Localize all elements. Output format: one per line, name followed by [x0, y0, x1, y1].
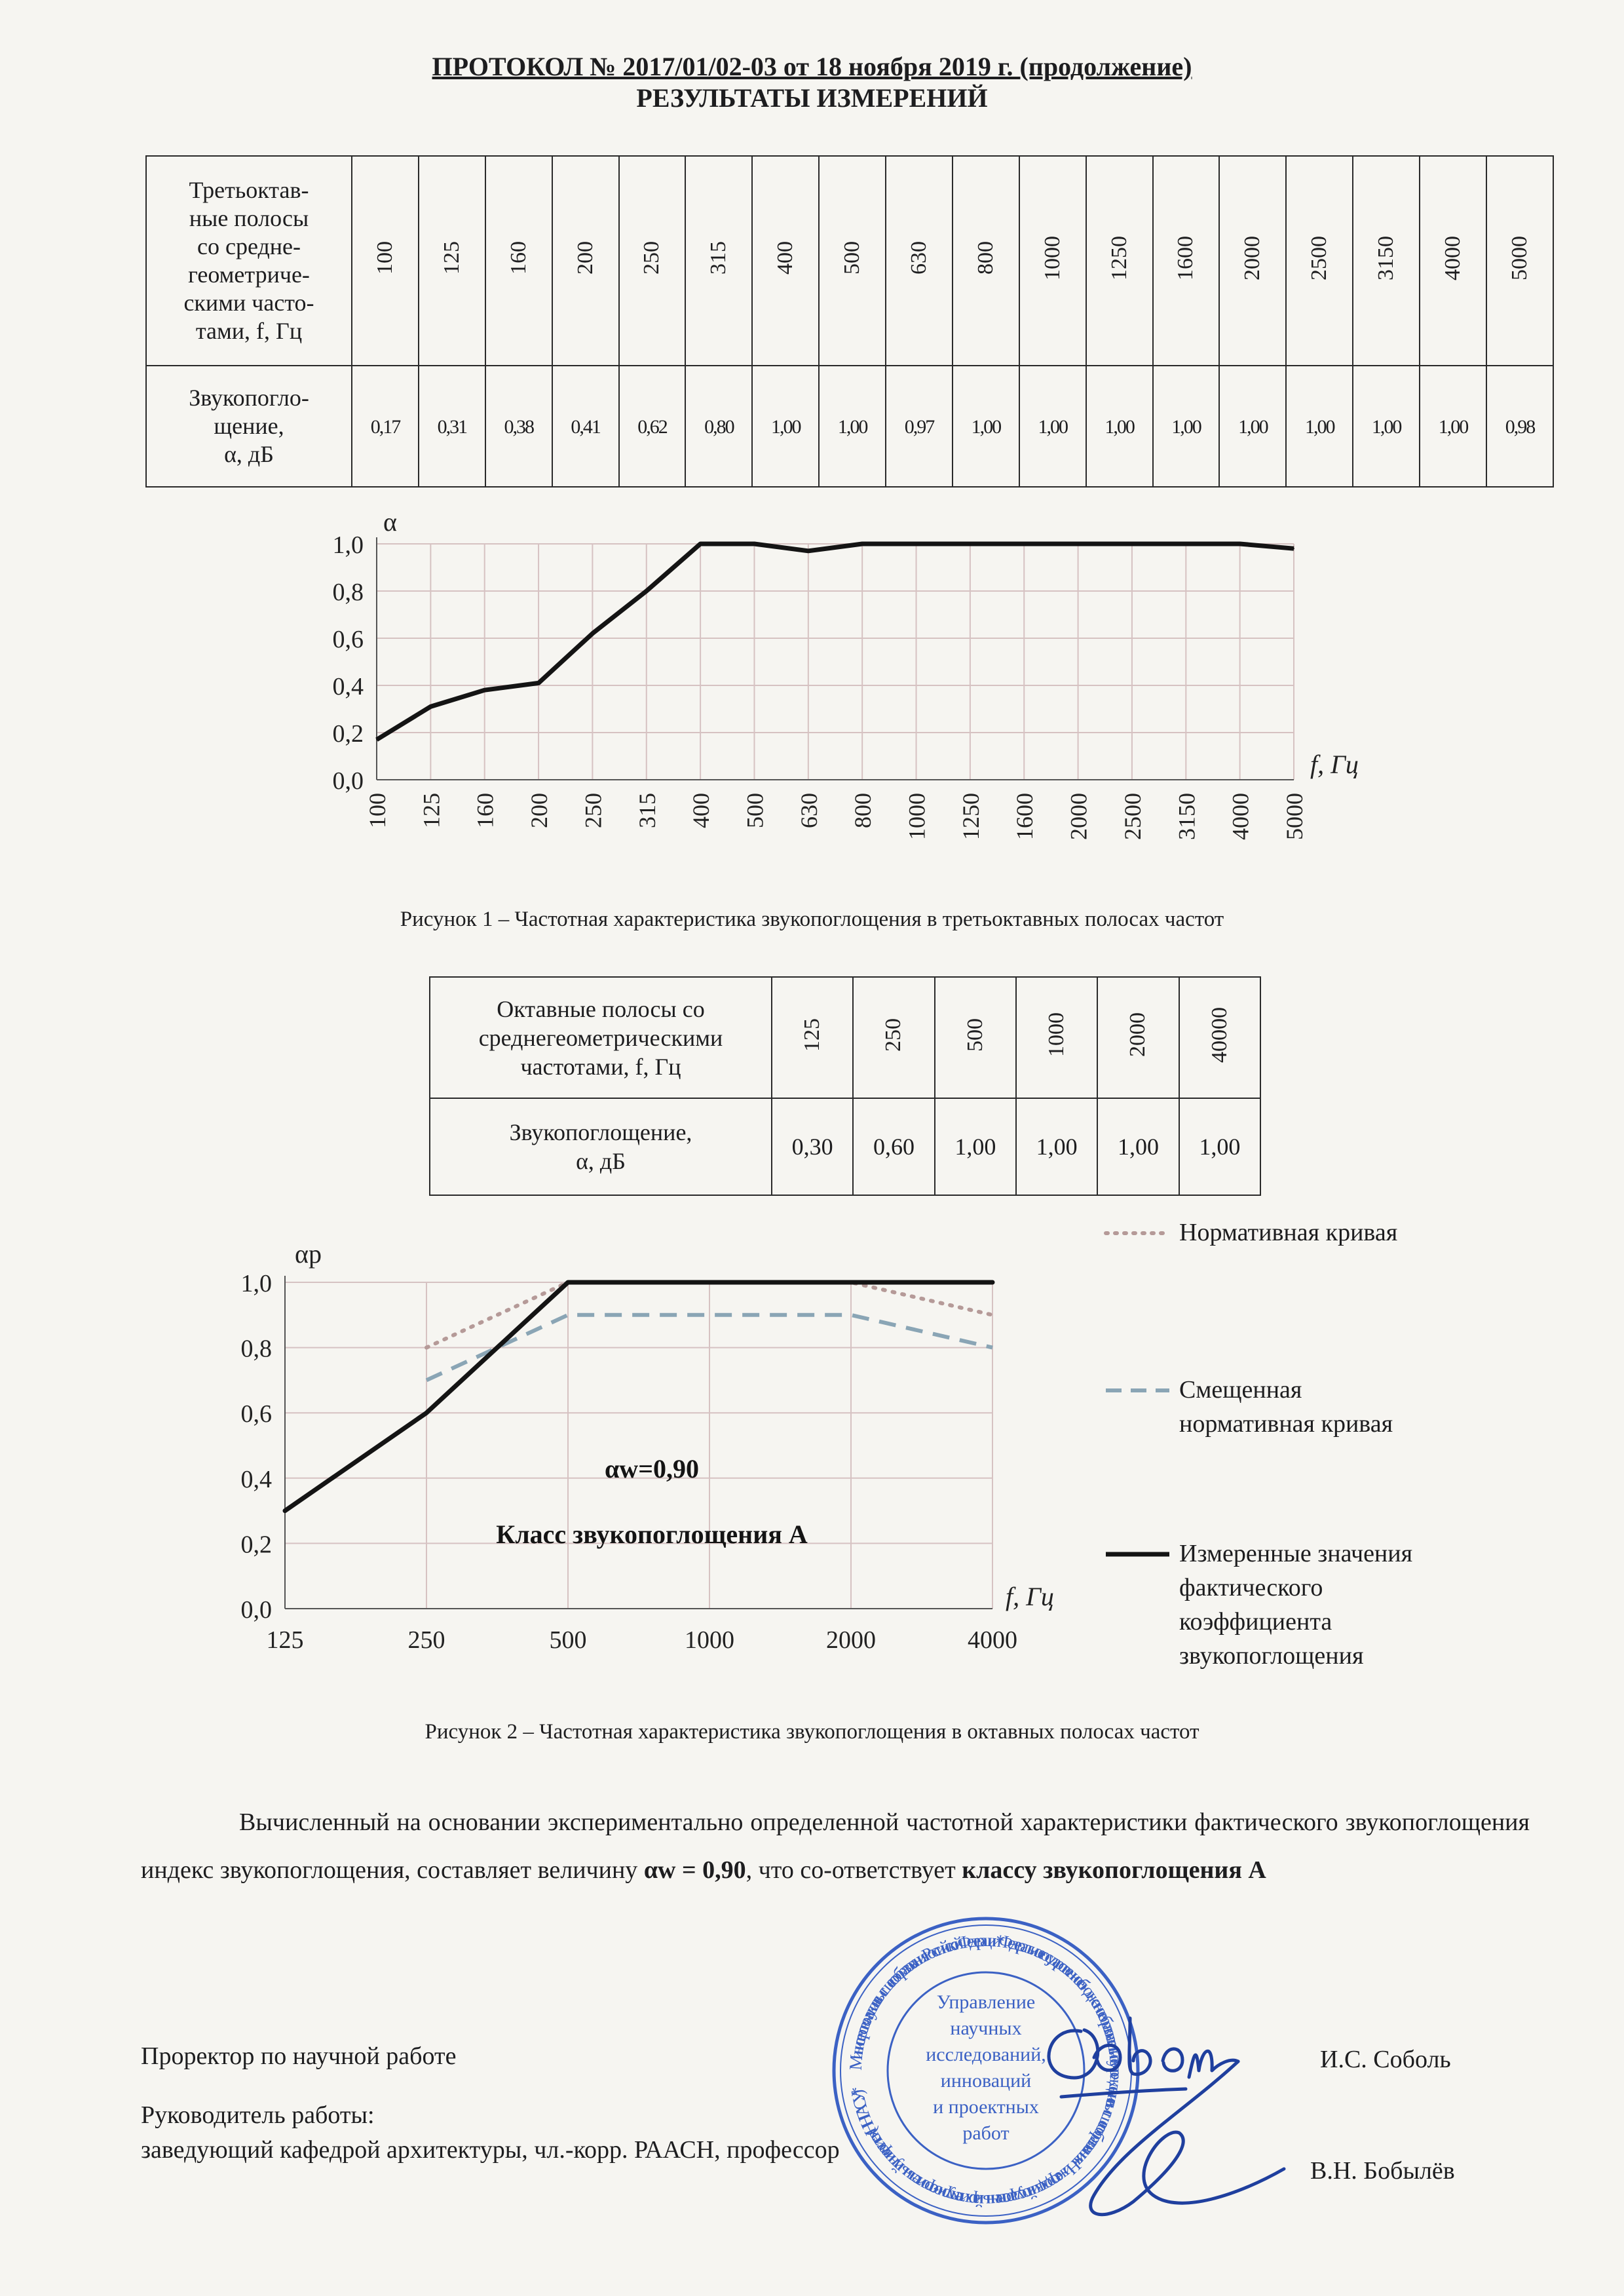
y-tick-label: 1,0 — [332, 531, 364, 559]
y-tick-label: 0,4 — [240, 1465, 272, 1493]
value-label: 0,98 — [1505, 415, 1535, 438]
conclusion-paragraph: Вычисленный на основании экспериментально определенной частотной характеристики фактического звукопоглощения индекс звукопоглощения, составляет величину αw = 0,90, что со-ответствует классу звукопоглощения А — [141, 1808, 1530, 1884]
legend-label — [1179, 1537, 1412, 1673]
value-label: 0,30 — [791, 1134, 833, 1160]
freq-cell — [1219, 156, 1286, 366]
signatory2-name: В.Н. Бобылёв — [1310, 2157, 1455, 2185]
data-point — [1239, 543, 1241, 545]
data-point — [808, 550, 809, 552]
value-label: 1,00 — [1038, 415, 1067, 438]
stamp-center-text: и проектных — [933, 2096, 1039, 2118]
x-tick-label: 200 — [526, 793, 553, 828]
legend-label-line: Измеренные значения — [1179, 1540, 1413, 1567]
data-point — [430, 706, 431, 707]
legend-label-line: нормативная кривая — [1179, 1410, 1393, 1438]
value-cell — [1486, 366, 1553, 487]
label-line: частотами, f, Гц — [520, 1053, 681, 1080]
value-label: 1,00 — [971, 415, 1001, 438]
value-cell — [485, 366, 552, 487]
label-line: Третьоктав- — [189, 177, 309, 203]
legend-label-line: Смещенная — [1179, 1376, 1302, 1404]
freq-cell — [1019, 156, 1086, 366]
stamp-center-text: Управление — [936, 1991, 1036, 2013]
value-label: 1,00 — [1371, 415, 1401, 438]
value-cell — [1420, 366, 1486, 487]
freq-label: 1000 — [1040, 235, 1065, 280]
value-label: 1,00 — [1238, 415, 1268, 438]
value-cell — [619, 366, 686, 487]
legend-label-line: звукопоглощения — [1179, 1642, 1364, 1670]
data-point — [916, 543, 917, 545]
data-point — [1293, 548, 1294, 549]
freq-label: 100 — [372, 241, 397, 275]
x-tick-label: 400 — [688, 793, 715, 828]
freq-cell — [419, 156, 485, 366]
data-point — [1185, 543, 1186, 545]
value-cell — [1019, 366, 1086, 487]
freq-label: 5000 — [1507, 235, 1532, 280]
legend-label — [1179, 1215, 1397, 1250]
y-tick-label: 0,8 — [240, 1335, 272, 1363]
signatory2-position-line1: Руководитель работы: — [141, 2101, 375, 2129]
value-cell — [1353, 366, 1420, 487]
value-label: 0,62 — [637, 415, 667, 438]
value-cell — [752, 366, 819, 487]
freq-label: 2000 — [1125, 1012, 1150, 1057]
label-line: ные полосы — [189, 205, 309, 231]
label-line: щение, — [214, 413, 284, 439]
x-tick-label: 630 — [795, 793, 822, 828]
data-point — [484, 689, 485, 691]
data-point — [1078, 543, 1079, 545]
data-point — [861, 543, 863, 545]
value-label: 1,00 — [770, 415, 801, 438]
freq-label: 400 — [773, 241, 798, 275]
data-point — [1023, 543, 1025, 545]
freq-cell — [935, 977, 1016, 1098]
x-tick-label: 500 — [549, 1626, 587, 1654]
freq-cell — [1086, 156, 1153, 366]
signatory1-position: Проректор по научной работе — [141, 2042, 457, 2070]
class-annotation: Класс звукопоглощения А — [496, 1520, 808, 1549]
value-label: 0,17 — [370, 415, 400, 438]
data-point — [538, 682, 539, 683]
value-label: 0,31 — [437, 415, 467, 438]
x-tick-label: 125 — [266, 1626, 304, 1654]
x-tick-label: 1000 — [685, 1626, 734, 1654]
value-label: 1,00 — [954, 1134, 996, 1160]
freq-label: 250 — [639, 241, 664, 275]
table2-value-label — [430, 1098, 772, 1195]
value-label: 1,00 — [1117, 1134, 1159, 1160]
legend-swatch — [1101, 1381, 1173, 1400]
value-label: 1,00 — [1171, 415, 1201, 438]
table1-value-label — [146, 366, 352, 487]
value-cell — [419, 366, 485, 487]
y-tick-label: 0,8 — [332, 579, 364, 606]
x-tick-label: 250 — [580, 793, 607, 828]
x-tick-label: 4000 — [968, 1626, 1017, 1654]
freq-label: 500 — [962, 1018, 987, 1052]
value-label: 1,00 — [1438, 415, 1468, 438]
freq-label: 2500 — [1307, 235, 1332, 280]
label-line: со средне- — [197, 233, 301, 259]
legend-swatch — [1101, 1544, 1173, 1564]
x-tick-label: 100 — [364, 793, 390, 828]
table2-header-label — [430, 977, 772, 1098]
value-label: 0,41 — [571, 415, 600, 438]
freq-cell — [1097, 977, 1179, 1098]
y-tick-label: 0,4 — [332, 673, 364, 700]
figure2-chart — [164, 1219, 1120, 1677]
freq-cell — [552, 156, 619, 366]
freq-cell — [1353, 156, 1420, 366]
freq-cell — [853, 977, 934, 1098]
x-tick-label: 1600 — [1011, 793, 1038, 840]
x-tick-label: 5000 — [1281, 793, 1308, 840]
x-tick-label: 800 — [850, 793, 877, 828]
y-tick-label: 1,0 — [240, 1270, 272, 1297]
freq-cell — [953, 156, 1019, 366]
legend-label-line: коэффициента — [1179, 1608, 1332, 1636]
value-label: 0,80 — [704, 415, 734, 438]
octave-table — [429, 976, 1261, 1196]
label-line: среднегеометрическими — [478, 1024, 723, 1051]
legend-label — [1179, 1373, 1393, 1441]
label-line: Октавные полосы со — [497, 995, 705, 1022]
freq-cell — [619, 156, 686, 366]
legend-label-line: Нормативная кривая — [1179, 1219, 1398, 1246]
value-cell — [1286, 366, 1353, 487]
value-cell — [1086, 366, 1153, 487]
y-tick-label: 0,0 — [240, 1596, 272, 1624]
freq-label: 1000 — [1044, 1012, 1069, 1057]
x-tick-label: 1000 — [903, 793, 930, 840]
y-tick-label: 0,2 — [240, 1531, 272, 1559]
y-tick-label: 0,2 — [332, 720, 364, 748]
value-cell — [1179, 1098, 1260, 1195]
freq-cell — [352, 156, 419, 366]
freq-label: 500 — [840, 241, 865, 275]
figure1-caption: Рисунок 1 – Частотная характеристика звукопоглощения в третьоктавных полосах частот — [400, 908, 1224, 931]
data-point — [1131, 543, 1133, 545]
data-point — [970, 543, 971, 545]
value-label: 1,00 — [837, 415, 867, 438]
freq-label: 315 — [706, 241, 731, 275]
freq-cell — [1420, 156, 1486, 366]
x-tick-label: 3150 — [1173, 793, 1200, 840]
freq-label: 630 — [906, 241, 931, 275]
data-point — [646, 590, 647, 592]
signatory2-position-line2: заведующий кафедрой архитектуры, чл.-корр. РААСН, профессор — [141, 2136, 840, 2164]
results-heading: РЕЗУЛЬТАТЫ ИЗМЕРЕНИЙ — [636, 83, 988, 113]
x-tick-label: 315 — [633, 793, 660, 828]
freq-label: 125 — [800, 1018, 825, 1052]
figure2-caption: Рисунок 2 – Частотная характеристика звукопоглощения в октавных полосах частот — [425, 1720, 1199, 1744]
freq-cell — [1486, 156, 1553, 366]
label-line: Звукопогло- — [189, 385, 309, 411]
value-cell — [1219, 366, 1286, 487]
freq-label: 4000 — [1440, 235, 1465, 280]
freq-label: 1600 — [1173, 235, 1198, 280]
y-axis-label: αp — [295, 1239, 322, 1269]
stamp-center-text: исследований, — [926, 2044, 1046, 2065]
protocol-title: ПРОТОКОЛ № 2017/01/02-03 от 18 ноября 2019 г. (продолжение) — [432, 52, 1192, 81]
x-tick-label: 2000 — [826, 1626, 876, 1654]
label-line: Звукопоглощение, — [509, 1119, 692, 1145]
freq-cell — [1016, 977, 1097, 1098]
value-cell — [853, 1098, 934, 1195]
value-cell — [772, 1098, 853, 1195]
value-cell — [1153, 366, 1220, 487]
value-cell — [685, 366, 752, 487]
value-label: 1,00 — [1036, 1134, 1078, 1160]
freq-cell — [1286, 156, 1353, 366]
freq-label: 2000 — [1240, 235, 1265, 280]
x-tick-label: 1250 — [957, 793, 984, 840]
y-axis-label: α — [383, 511, 397, 537]
stamp-center-text: научных — [950, 2018, 1022, 2039]
x-tick-label: 125 — [418, 793, 445, 828]
freq-label: 1250 — [1106, 235, 1131, 280]
x-tick-label: 250 — [407, 1626, 445, 1654]
label-line: α, дБ — [576, 1148, 626, 1174]
label-line: скими часто- — [183, 290, 314, 316]
x-tick-label: 160 — [472, 793, 499, 828]
series-line — [377, 544, 1294, 740]
freq-cell — [819, 156, 886, 366]
freq-label: 250 — [881, 1018, 906, 1052]
y-tick-label: 0,6 — [240, 1400, 272, 1428]
freq-cell — [772, 977, 853, 1098]
value-cell — [352, 366, 419, 487]
index-annotation: αw=0,90 — [604, 1454, 700, 1483]
label-line: геометриче- — [188, 261, 310, 288]
freq-cell — [752, 156, 819, 366]
x-tick-label: 500 — [742, 793, 768, 828]
y-tick-label: 0,6 — [332, 626, 364, 653]
third-octave-table — [145, 155, 1554, 488]
value-cell — [1016, 1098, 1097, 1195]
freq-cell — [685, 156, 752, 366]
stamp-ring-text: Министерство науки и высшего образования Российской Федерации * Федеральное государственное бюджетное образовательное учреждение высшего образования «Нижегородский государственный архитектурно-строительный университет» (ННГАСУ) * — [845, 1930, 1127, 2211]
stamp-center-text: работ — [962, 2122, 1010, 2144]
x-axis-label: f, Гц — [1006, 1582, 1054, 1611]
value-label: 1,00 — [1304, 415, 1334, 438]
legend-label-line: фактического — [1179, 1574, 1323, 1601]
value-label: 0,38 — [504, 415, 533, 438]
label-line: тами, f, Гц — [195, 318, 303, 344]
x-axis-label: f, Гц — [1310, 750, 1359, 779]
value-cell — [1097, 1098, 1179, 1195]
data-point — [700, 543, 701, 545]
value-label: 1,00 — [1199, 1134, 1241, 1160]
freq-label: 125 — [439, 241, 464, 275]
freq-label: 800 — [973, 241, 998, 275]
freq-cell — [1179, 977, 1260, 1098]
freq-label: 40000 — [1207, 1006, 1232, 1063]
data-point — [753, 543, 755, 545]
freq-cell — [886, 156, 953, 366]
value-label: 1,00 — [1105, 415, 1134, 438]
x-tick-label: 2500 — [1119, 793, 1146, 840]
value-label: 0,97 — [904, 415, 934, 438]
handwritten-signature — [1022, 1979, 1323, 2248]
freq-label: 3150 — [1374, 235, 1399, 280]
value-cell — [953, 366, 1019, 487]
table1-header-label — [146, 156, 352, 366]
data-point — [592, 633, 593, 634]
index-value: αw = 0,90 — [643, 1856, 746, 1884]
value-cell — [886, 366, 953, 487]
freq-cell — [1153, 156, 1220, 366]
value-label: 0,60 — [873, 1134, 915, 1160]
freq-cell — [485, 156, 552, 366]
figure1-chart — [282, 511, 1382, 878]
freq-label: 200 — [573, 241, 597, 275]
data-point — [376, 739, 377, 740]
class-value: классу звукопоглощения А — [962, 1856, 1266, 1884]
value-cell — [819, 366, 886, 487]
legend-swatch — [1101, 1223, 1173, 1243]
x-tick-label: 2000 — [1065, 793, 1092, 840]
freq-label: 160 — [506, 241, 531, 275]
value-cell — [935, 1098, 1016, 1195]
signatory1-name: И.С. Соболь — [1320, 2046, 1451, 2073]
label-line: α, дБ — [224, 441, 274, 467]
value-cell — [552, 366, 619, 487]
x-tick-label: 4000 — [1227, 793, 1254, 840]
y-tick-label: 0,0 — [332, 767, 364, 795]
stamp-center-text: инноваций — [940, 2070, 1032, 2092]
